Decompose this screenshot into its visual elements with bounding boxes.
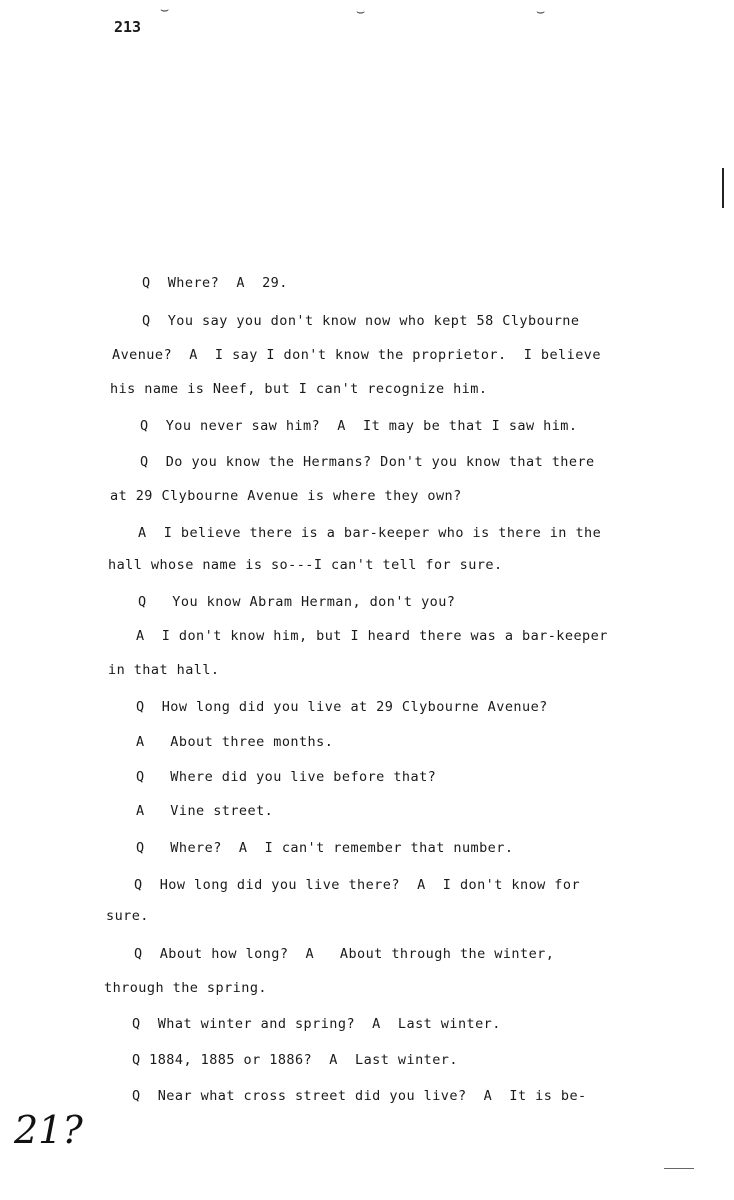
text-line-1: Q Where? A 29. [142, 275, 288, 291]
text-line-19: sure. [106, 908, 149, 924]
text-line-12: in that hall. [108, 662, 220, 678]
top-smudge-right: ⌣ [536, 4, 546, 20]
page-number: 213 [114, 18, 142, 36]
text-line-7: at 29 Clybourne Avenue is where they own? [110, 488, 462, 504]
top-smudge-left: ⌣ [160, 2, 170, 18]
text-line-10: Q You know Abram Herman, don't you? [138, 594, 456, 610]
bottom-right-mark [664, 1168, 694, 1169]
top-smudge-center: ⌣ [356, 4, 366, 20]
text-line-11: A I don't know him, but I heard there was a bar-keeper [136, 628, 608, 644]
text-line-13: Q How long did you live at 29 Clybourne Avenue? [136, 699, 548, 715]
text-line-24: Q Near what cross street did you live? A It is be- [132, 1088, 587, 1104]
margin-bar [722, 168, 724, 208]
text-line-4: his name is Neef, but I can't recognize him. [110, 381, 488, 397]
text-line-9: hall whose name is so---I can't tell for sure. [108, 557, 503, 573]
text-line-17: Q Where? A I can't remember that number. [136, 840, 514, 856]
text-line-8: A I believe there is a bar-keeper who is there in the [138, 525, 602, 541]
text-line-16: A Vine street. [136, 803, 274, 819]
text-line-2: Q You say you don't know now who kept 58 Clybourne [142, 313, 580, 329]
text-line-21: through the spring. [104, 980, 267, 996]
text-line-14: A About three months. [136, 734, 334, 750]
handwritten-page-mark: 21? [14, 1108, 83, 1152]
text-line-20: Q About how long? A About through the winter, [134, 946, 555, 962]
text-line-6: Q Do you know the Hermans? Don't you know that there [140, 454, 595, 470]
text-line-15: Q Where did you live before that? [136, 769, 437, 785]
text-line-23: Q 1884, 1885 or 1886? A Last winter. [132, 1052, 458, 1068]
text-line-18: Q How long did you live there? A I don't know for [134, 877, 581, 893]
text-line-3: Avenue? A I say I don't know the proprietor. I believe [112, 347, 601, 363]
text-line-5: Q You never saw him? A It may be that I saw him. [140, 418, 578, 434]
text-line-22: Q What winter and spring? A Last winter. [132, 1016, 501, 1032]
